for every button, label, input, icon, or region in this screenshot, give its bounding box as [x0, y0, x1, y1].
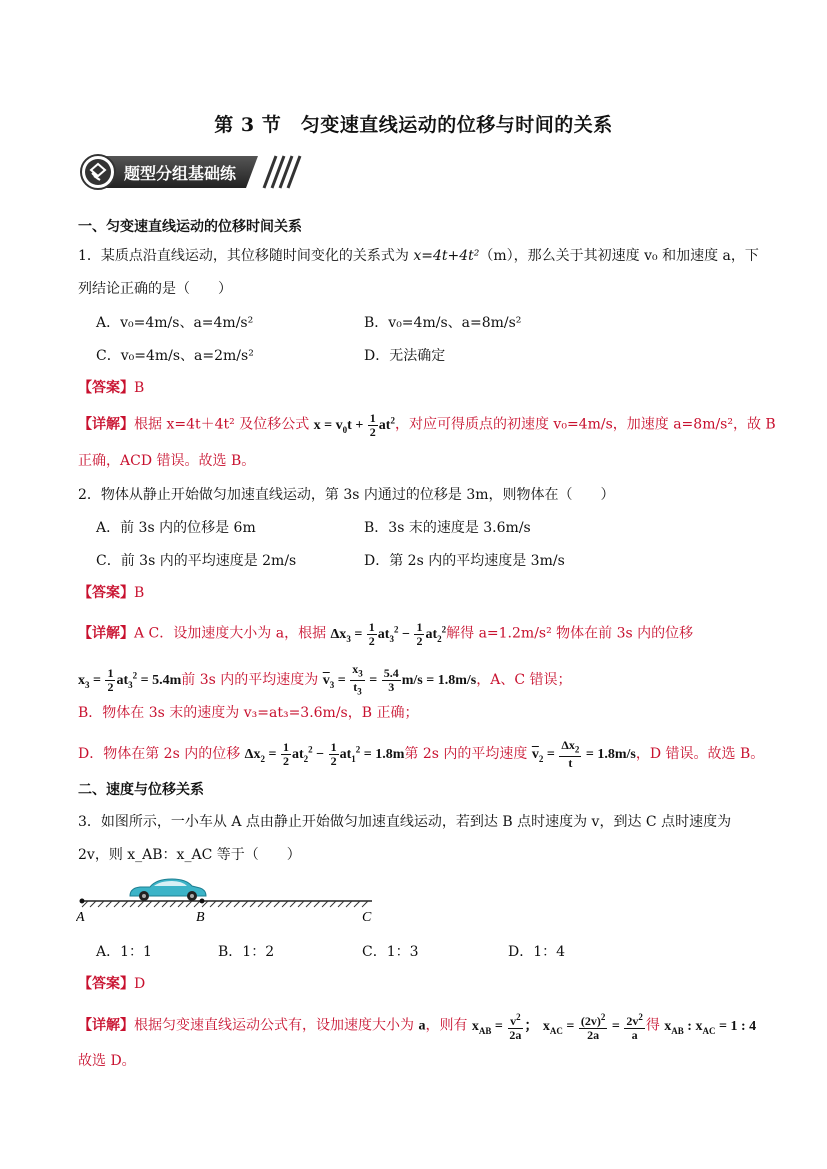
q1-expr: x=4t+4t²	[413, 248, 480, 264]
q2-formula-2: $x_3$ = $\frac{1}{2}$ $at_3^2 = 5.4m$	[78, 666, 182, 695]
q1-detail-b: ，对应可得质点的初速度 v₀=4m/s，加速度 a=8m/s²，故 B	[394, 416, 776, 433]
q1-answer-value: B	[134, 380, 145, 396]
q2-detail-line3: B．物体在 3s 末的速度为 v₃=at₃=3.6m/s，B 正确；	[78, 705, 419, 721]
q1-detail-line1	[78, 410, 776, 439]
q2-stem: 2．物体从静止开始做匀加速直线运动，第 3s 内通过的位移是 3m，则物体在（ ）	[78, 487, 615, 503]
q3-detail-b: ，则有	[425, 1017, 468, 1034]
q3-stem-line2: 2v，则 x_AB：x_AC 等于（ ）	[78, 847, 301, 863]
q2-detail-line1	[78, 619, 693, 648]
q2-option-a: A．前 3s 内的位移是 6m	[96, 520, 256, 536]
q3-answer-value: D	[134, 976, 146, 992]
q3-detail-c: 得	[645, 1017, 660, 1034]
q1-option-c: C．v₀=4m/s、a=2m/s²	[96, 348, 254, 364]
q2-answer	[78, 583, 144, 603]
q2-formula-3: $\overline{v}_3$ = $\frac{x_3}{t_3}$ = $\frac{5.4}{3}$ m/s = 1.8m/s	[322, 662, 477, 697]
q2-formula-4: $\Delta x_2$ = $\frac{1}{2}$ $at_2^2$ − $\frac{1}{2}$ $at_1^2 = 1.8m$	[244, 740, 405, 769]
q3-formula-1: $x_{AB}$ = $\frac{v^2}{2a}$ ；	[471, 1012, 539, 1042]
q1-stem-a: 1．某质点沿直线运动，其位移随时间变化的关系式为	[78, 248, 414, 264]
detail-label: 【详解】	[78, 416, 134, 433]
answer-label: 【答案】	[78, 585, 134, 601]
answer-label: 【答案】	[78, 976, 134, 992]
q3-option-c: C．1：3	[362, 944, 419, 960]
page-title: 第 3 节 匀变速直线运动的位移与时间的关系	[214, 114, 613, 136]
q3-answer	[78, 974, 145, 994]
detail-label: 【详解】	[78, 1017, 134, 1034]
q1-detail-line2: 正确，ACD 错误。故选 B。	[78, 453, 256, 469]
q3-formula-2: $x_{AC}$ = $\frac{(2v)^2}{2a}$ = $\frac{2v^2}{a}$	[542, 1012, 643, 1042]
q1-stem-b: （m），那么关于其初速度 v₀ 和加速度 a，下	[479, 248, 759, 264]
q1-stem-line2: 列结论正确的是（ ）	[78, 281, 232, 297]
q3-option-d: D．1：4	[508, 944, 566, 960]
q2-l4-a: D．物体在第 2s 内的位移	[78, 745, 241, 762]
q2-detail-line2	[78, 663, 571, 699]
q2-l1-b: 解得 a=1.2m/s² 物体在前 3s 内的位移	[446, 625, 694, 642]
q2-answer-value: B	[134, 585, 145, 601]
q3-stem-line1: 3．如图所示，一小车从 A 点由静止开始做匀加速直线运动，若到达 B 点时速度为 v，到达 C 点时速度为	[78, 814, 732, 830]
q2-l2-b: ，A、C 错误；	[476, 672, 572, 689]
q1-stem-line1	[78, 246, 759, 266]
section-banner	[78, 152, 306, 192]
q2-formula-1: $\Delta x_3$ = $\frac{1}{2}$ $at_3^2$ − $\frac{1}{2}$ $at_2^2$	[330, 619, 447, 648]
q1-option-a: A．v₀=4m/s、a=4m/s²	[96, 315, 254, 331]
point-label-a: A	[76, 910, 85, 924]
q3-formula-3: $x_{AB}$ : $x_{AC} = 1$ : 4	[664, 1018, 757, 1036]
detail-label: 【详解】	[78, 625, 134, 642]
q2-option-c: C．前 3s 内的平均速度是 2m/s	[96, 553, 297, 569]
q2-formula-5: $\overline{v}_2$ = $\frac{\Delta x_2}{t}$ = 1.8m/s	[531, 738, 636, 771]
q2-detail-line4	[78, 739, 764, 770]
q1-option-b: B．v₀=4m/s、a=8m/s²	[364, 315, 522, 331]
q1-detail-a: 根据 x=4t＋4t² 及位移公式	[134, 416, 310, 433]
q2-l1-a: A C．设加速度大小为 a，根据	[134, 625, 327, 642]
q3-detail-a: 根据匀变速直线运动公式有，设加速度大小为	[134, 1017, 414, 1034]
q1-option-d: D．无法确定	[364, 348, 446, 364]
q3-option-b: B．1：2	[218, 944, 275, 960]
q2-l4-c: ，D 错误。故选 B。	[635, 745, 765, 762]
q2-option-d: D．第 2s 内的平均速度是 3m/s	[364, 553, 565, 569]
point-label-c: C	[362, 910, 372, 924]
q2-l2-a: 前 3s 内的平均速度为	[181, 672, 319, 689]
q1-answer	[78, 378, 144, 398]
q2-option-b: B．3s 末的速度是 3.6m/s	[364, 520, 531, 536]
car-icon	[130, 879, 206, 901]
banner-text: 题型分组基础练	[124, 166, 237, 183]
q3-option-a: A．1：1	[96, 944, 152, 960]
q3-detail-line1	[78, 1011, 756, 1042]
track-figure	[76, 874, 386, 924]
q2-l4-b: 第 2s 内的平均速度	[404, 745, 528, 762]
point-label-b: B	[196, 910, 205, 924]
section-heading-2: 二、速度与位移关系	[78, 782, 204, 798]
q1-formula: $x = v_0t$ + $\frac{1}{2}$ $at^2$	[313, 410, 395, 439]
q3-detail-line2: 故选 D。	[78, 1053, 136, 1069]
answer-label: 【答案】	[78, 380, 134, 396]
section-heading-1: 一、匀变速直线运动的位移时间关系	[78, 219, 302, 235]
q3-var-a: a	[418, 1018, 426, 1034]
